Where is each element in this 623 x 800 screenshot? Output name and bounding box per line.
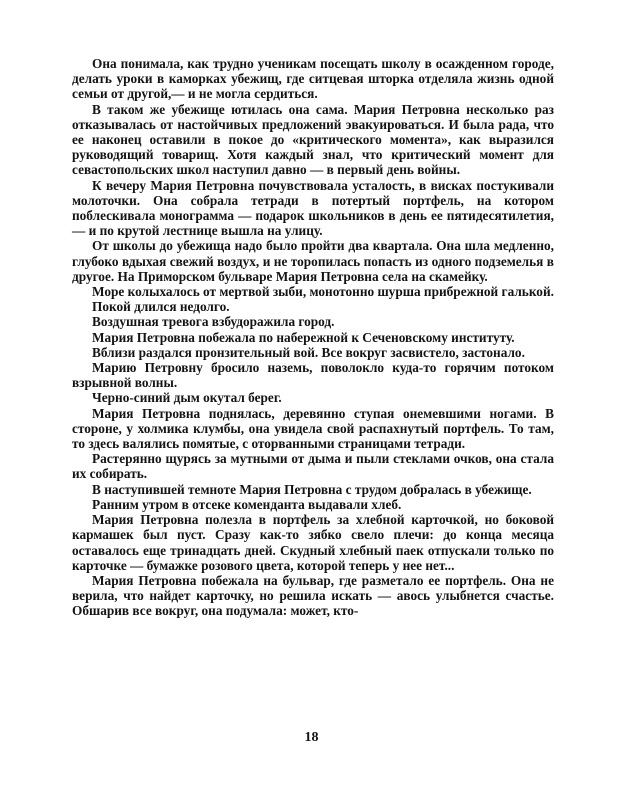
paragraph: Черно-синий дым окутал берег.: [92, 390, 282, 406]
paragraph: К вечеру Мария Петровна почувствовала усталость, в висках постукивали молоточки. Она собрала тетради в потертый портфель, на котором поблескивала монограмма — подарок школьников в день ее пятидесятилетия,— и по крутой лестнице вышла на улицу.: [72, 177, 554, 239]
paragraph: Мария Петровна полезла в портфель за хлебной карточкой, но боковой кармашек был пуст. Сразу как-то зябко свело плечи: до конца месяца оставалось еще тринадцать дней. Скудный хлебный паек отпускали только по карточке — бумажке розового цвета, которой теперь у нее нет...: [72, 512, 554, 573]
paragraph: Мария Петровна побежала на бульвар, где разметало ее портфель. Она не верила, что найдет карточку, но решила искать — авось улыбнется счастье. Обшарив все вокруг, она подумала: может, кто-: [72, 572, 554, 619]
paragraph: Покой длился недолго.: [92, 299, 230, 315]
paragraph: Растерянно щурясь за мутными от дыма и пыли стеклами очков, она стала их собирать.: [72, 451, 554, 482]
paragraph: Вблизи раздался пронзительный вой. Все вокруг засвистело, застонало.: [92, 344, 525, 360]
page-number: 18: [304, 730, 319, 745]
paragraph: Она понимала, как трудно ученикам посещать школу в осажденном городе, делать уроки в каморках убежищ, где ситцевая шторка отделяла жизнь одной семьи от другой,— и не могла сердиться.: [72, 56, 554, 102]
paragraph: Ранним утром в отсеке коменданта выдавали хлеб.: [92, 496, 402, 512]
paragraph: От школы до убежища надо было пройти два квартала. Она шла медленно, глубоко вдыхая свежий воздух, и не торопилась попасть из одного подземелья в другое. На Приморском бульваре Мария Петровна села на скамейку.: [72, 238, 554, 284]
paragraph: В таком же убежище ютилась она сама. Мария Петровна несколько раз отказывалась от настойчивых предложений эвакуироваться. И была рада, что ее наконец оставили в покое до «критического момента», как выразился руководящий товарищ. Хотя каждый знал, что критический момент для севастопольских школ наступил давно — в первый день войны.: [72, 101, 554, 178]
paragraph: Воздушная тревога взбудоражила город.: [92, 314, 335, 330]
paragraph: Море колыхалось от мертвой зыби, монотонно шурша прибрежной галькой.: [92, 284, 554, 300]
paragraph: Марию Петровну бросило наземь, поволокло куда-то горячим потоком взрывной волны.: [72, 360, 554, 391]
paragraph: Мария Петровна поднялась, деревянно ступая онемевшими ногами. В стороне, у холмика клумбы, она увидела свой распахнутый портфель. То там, то здесь валялись помятые, с оторванными страницами тетради.: [72, 405, 554, 452]
paragraph: В наступившей темноте Мария Петровна с трудом добралась в убежище.: [92, 481, 532, 497]
paragraph: Мария Петровна побежала по набережной к Сеченовскому институту.: [92, 329, 515, 345]
body-text: [72, 56, 554, 619]
